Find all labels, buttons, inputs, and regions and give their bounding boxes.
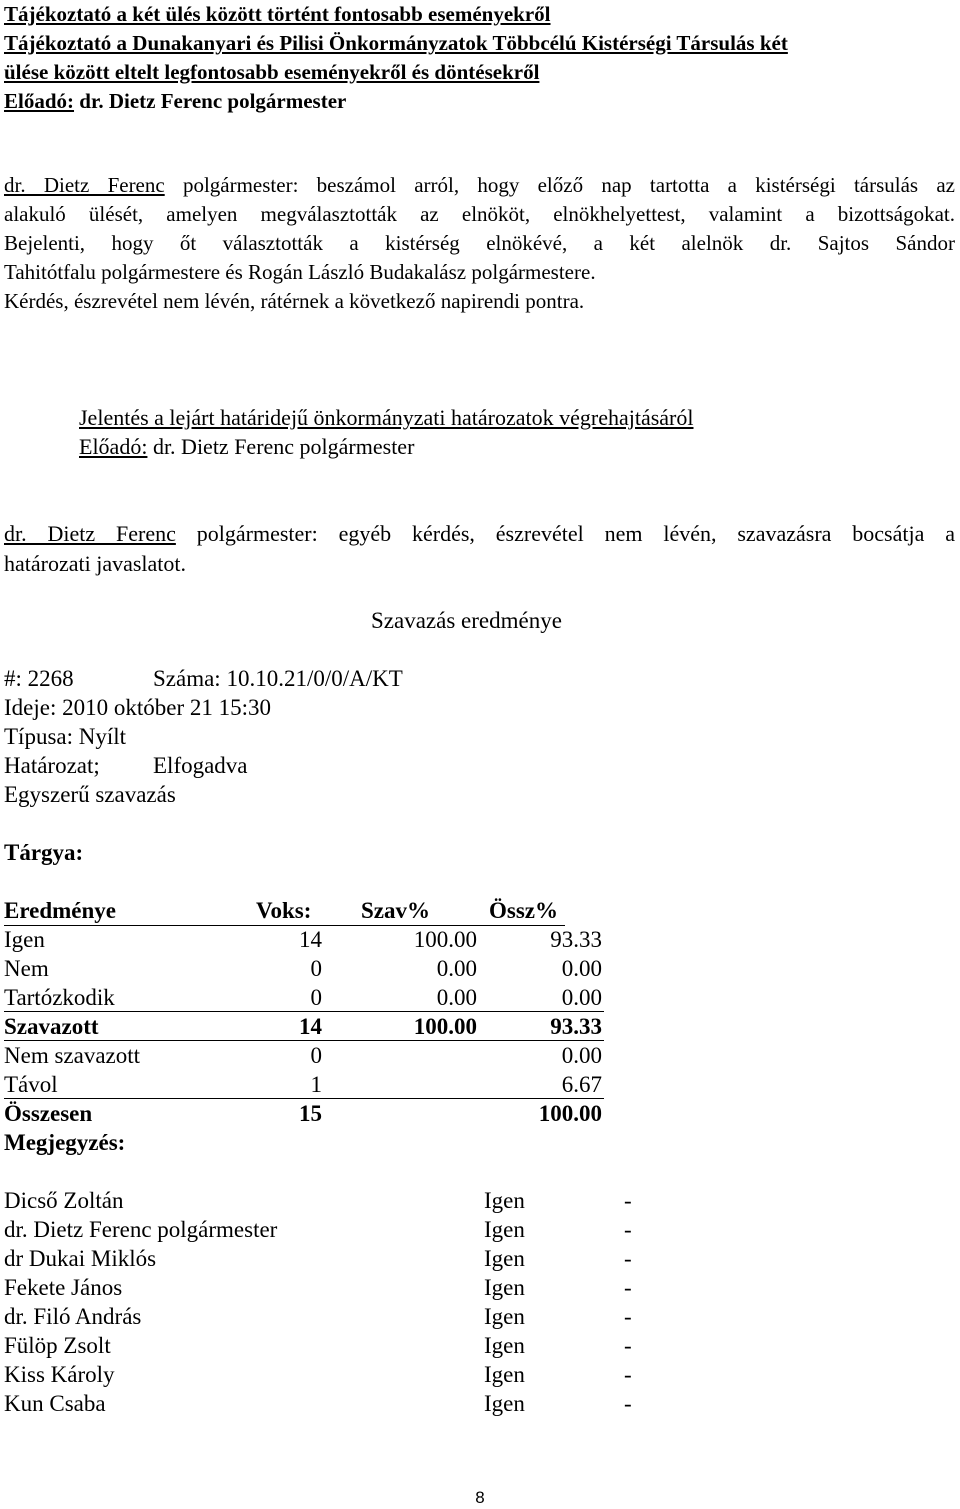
section1-para-line1 — [4, 171, 955, 200]
section2-presenter — [79, 432, 414, 462]
presenter-label: Előadó: — [79, 434, 148, 459]
results-row-nem — [4, 954, 604, 983]
results-row-votes: 0 — [310, 1043, 322, 1068]
results-row-votes: 15 — [299, 1101, 322, 1126]
results-row-osszesen — [4, 1099, 604, 1128]
voter-row — [4, 1302, 644, 1331]
results-row-pct-total: 0.00 — [561, 1043, 602, 1068]
voter-name: dr. Dietz Ferenc polgármester — [4, 1217, 278, 1242]
voter-name: Kiss Károly — [4, 1362, 115, 1387]
results-row-pct-total: 0.00 — [561, 985, 602, 1010]
para-text: polgármester: egyéb kérdés, észrevétel nem lévén, szavazásra bocsátja a — [175, 521, 956, 546]
voter-vote: Igen — [484, 1188, 525, 1213]
vote-resolution-value: Elfogadva — [153, 753, 248, 778]
vote-subject-label: Tárgya: — [4, 840, 84, 865]
speaker-name: dr. Dietz Ferenc — [4, 173, 165, 197]
results-row-votes: 0 — [310, 985, 322, 1010]
voter-name: dr. Filó András — [4, 1304, 142, 1329]
results-header-votes: Voks: — [256, 898, 312, 923]
voter-name: Fülöp Zsolt — [4, 1333, 111, 1358]
section1-presenter — [4, 87, 346, 116]
results-row-tavol — [4, 1070, 604, 1099]
section2-paragraph — [4, 519, 955, 579]
voter-row — [4, 1331, 644, 1360]
voter-name: Kun Csaba — [4, 1391, 106, 1416]
results-row-label: Nem — [4, 956, 49, 981]
results-row-pct-voters: 100.00 — [413, 927, 477, 952]
voter-name: Fekete János — [4, 1275, 123, 1300]
section1-para-line3: Bejelenti, hogy őt választották a kistérség elnökévé, a két alelnök dr. Sajtos Sándor — [4, 231, 955, 255]
voter-vote: Igen — [484, 1333, 525, 1358]
vote-resolution-label: Határozat; — [4, 753, 100, 778]
page-number: 8 — [475, 1488, 485, 1507]
voter-mark: - — [624, 1362, 632, 1387]
presenter-name: dr. Dietz Ferenc polgármester — [74, 89, 347, 113]
voter-vote: Igen — [484, 1304, 525, 1329]
voter-mark: - — [624, 1275, 632, 1300]
results-row-pct-total: 93.33 — [550, 927, 602, 952]
results-row-label: Szavazott — [4, 1014, 99, 1039]
results-row-pct-voters: 100.00 — [413, 1014, 477, 1039]
voter-vote: Igen — [484, 1362, 525, 1387]
results-row-label: Távol — [4, 1072, 58, 1097]
results-header-pct-total: Össz% — [489, 898, 558, 923]
results-row-votes: 1 — [310, 1072, 322, 1097]
presenter-label: Előadó: — [4, 89, 75, 113]
results-row-label: Nem szavazott — [4, 1043, 141, 1068]
results-row-igen — [4, 925, 604, 954]
results-row-nem-szavazott — [4, 1041, 604, 1070]
voter-row — [4, 1186, 644, 1215]
section2-title: Jelentés a lejárt határidejű önkormányzati határozatok végrehajtásáról — [79, 405, 694, 430]
results-row-szavazott — [4, 1012, 604, 1041]
results-row-pct-voters: 0.00 — [436, 956, 477, 981]
voter-mark: - — [624, 1217, 632, 1242]
results-row-pct-total: 100.00 — [538, 1101, 602, 1126]
voter-vote: Igen — [484, 1391, 525, 1416]
results-row-pct-total: 0.00 — [561, 956, 602, 981]
voter-name: Dicső Zoltán — [4, 1188, 124, 1213]
vote-time: Ideje: 2010 október 21 15:30 — [4, 695, 272, 720]
section1-paragraph — [4, 171, 955, 316]
voter-row — [4, 1244, 644, 1273]
voter-mark: - — [624, 1304, 632, 1329]
voter-mark: - — [624, 1391, 632, 1416]
results-row-votes: 14 — [299, 927, 322, 952]
voter-vote: Igen — [484, 1246, 525, 1271]
results-row-votes: 14 — [299, 1014, 322, 1039]
voter-row — [4, 1389, 644, 1418]
results-header-pct-voters: Szav% — [361, 898, 430, 923]
section1-subtitle-line1: Tájékoztató a Dunakanyari és Pilisi Önkormányzatok Többcélú Kistérségi Társulás két — [4, 31, 788, 55]
results-row-pct-voters: 0.00 — [436, 985, 477, 1010]
results-row-pct-total: 93.33 — [550, 1014, 602, 1039]
voter-vote: Igen — [484, 1217, 525, 1242]
results-row-label: Tartózkodik — [4, 985, 115, 1010]
voter-name: dr Dukai Miklós — [4, 1246, 157, 1271]
section2-para-line1 — [4, 519, 955, 549]
voter-mark: - — [624, 1333, 632, 1358]
results-row-pct-total: 6.67 — [561, 1072, 602, 1097]
section1-title: Tájékoztató a két ülés között történt fontosabb eseményekről — [4, 2, 551, 26]
results-header-row — [4, 896, 565, 926]
vote-type: Típusa: Nyílt — [4, 724, 127, 749]
voter-mark: - — [624, 1188, 632, 1213]
vote-number: Száma: 10.10.21/0/0/A/KT — [153, 666, 403, 691]
results-header-label: Eredménye — [4, 898, 117, 923]
voter-row — [4, 1360, 644, 1389]
voter-row — [4, 1273, 644, 1302]
results-row-votes: 0 — [310, 956, 322, 981]
presenter-name: dr. Dietz Ferenc polgármester — [147, 434, 415, 459]
para-text: polgármester: beszámol arról, hogy előző nap tartotta a kistérségi társulás az — [164, 173, 955, 197]
vote-id: #: 2268 — [4, 666, 74, 691]
section2-para-line2: határozati javaslatot. — [4, 551, 187, 576]
section1-subtitle-line2: ülése között eltelt legfontosabb eseményekről és döntésekről — [4, 60, 540, 84]
section1-para-line4: Tahitótfalu polgármestere és Rogán László Budakalász polgármestere. — [4, 260, 596, 284]
results-row-label: Összesen — [4, 1101, 93, 1126]
vote-simple: Egyszerű szavazás — [4, 782, 176, 807]
section1-para-line5: Kérdés, észrevétel nem lévén, rátérnek a következő napirendi pontra. — [4, 289, 585, 313]
voter-mark: - — [624, 1246, 632, 1271]
voter-vote: Igen — [484, 1275, 525, 1300]
results-row-tartozkodik — [4, 983, 604, 1012]
speaker-name: dr. Dietz Ferenc — [4, 521, 176, 546]
note-label: Megjegyzés: — [4, 1130, 126, 1155]
results-row-label: Igen — [4, 927, 45, 952]
vote-heading: Szavazás eredménye — [371, 608, 562, 633]
voter-row — [4, 1215, 644, 1244]
section1-para-line2: alakuló ülését, amelyen megválasztották az elnököt, elnökhelyettest, valamint a bizottságokat. — [4, 202, 955, 226]
